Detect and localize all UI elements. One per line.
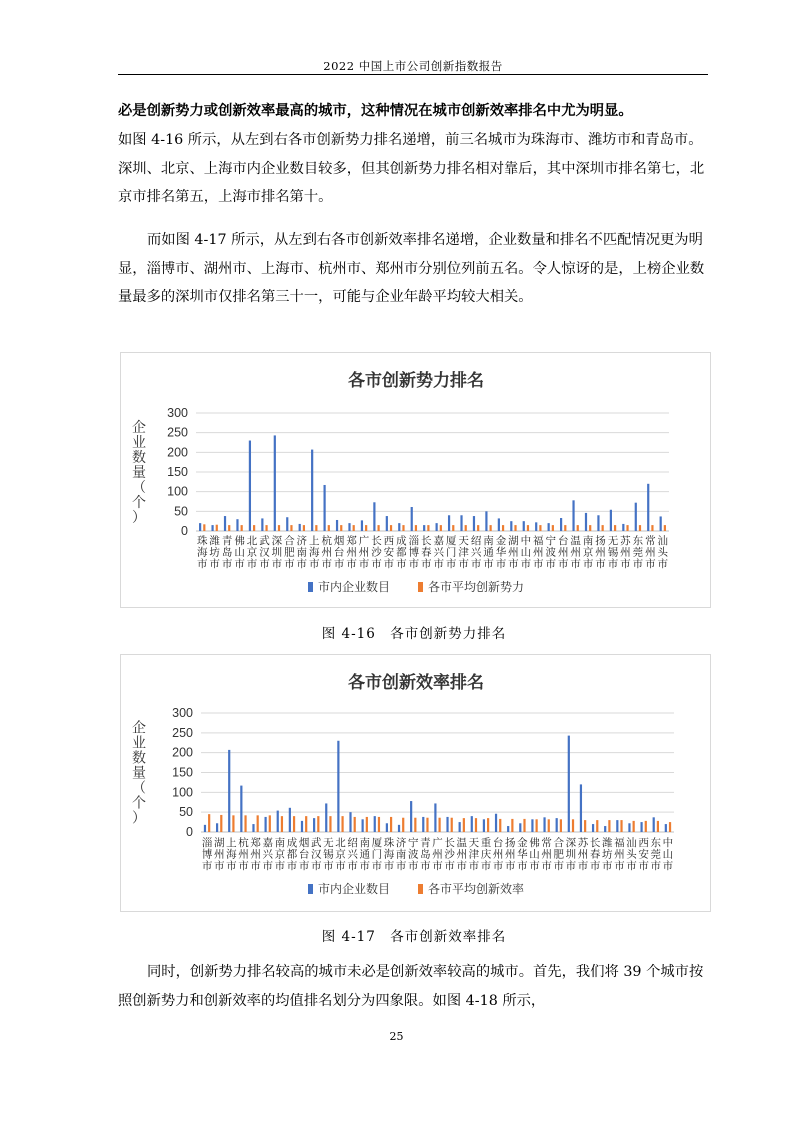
legend-swatch-company-count [308,884,313,894]
bar-company-count [311,450,313,531]
category-label: 合肥市 [284,535,295,570]
bar-company-count [398,825,400,832]
bar-city-average [340,525,342,531]
page-number: 25 [389,1030,404,1043]
legend-swatch-city-average [418,884,423,894]
category-label: 南京市 [582,535,594,570]
category-label: 温州市 [570,535,581,570]
bar-company-count [560,518,562,531]
bar-city-average [203,524,205,531]
category-label: 西安市 [383,535,395,570]
category-label: 常州市 [645,535,656,570]
category-label: 济南市 [296,535,308,570]
bar-city-average [608,820,610,832]
bar-company-count [543,817,545,832]
bar-company-count [653,817,655,832]
legend-label-company-count: 市内企业数目 [318,882,391,896]
bar-company-count [299,524,301,531]
bar-company-count [628,823,630,832]
bar-city-average [577,525,579,531]
category-label: 金华市 [495,535,507,570]
bar-city-average [415,525,417,531]
chart-innovation-power [120,352,711,608]
y-axis-label: 企业数量（个） [132,420,146,526]
category-label: 宁波市 [407,837,419,872]
category-label: 深圳市 [271,535,283,570]
paragraph-1: 必是创新势力或创新效率最高的城市，这种情况在城市创新效率排名中尤为明显。 [118,103,633,119]
category-label: 嘉兴市 [433,535,444,570]
category-label: 南京市 [274,837,286,872]
bar-city-average [390,817,392,832]
category-label: 杭州市 [321,535,332,570]
bar-company-count [261,518,263,531]
bar-city-average [536,819,538,832]
y-tick-label: 300 [172,706,193,720]
category-label: 天津市 [468,837,480,872]
bar-city-average [378,817,380,832]
bar-company-count [572,500,574,531]
figure-caption-4-16: 图 4-16 各市创新势力排名 [321,626,507,642]
category-label: 中山市 [662,837,674,872]
category-label: 湖州市 [213,837,225,872]
category-label: 常州市 [541,837,552,872]
category-label: 汕头市 [657,535,669,570]
bar-company-count [665,824,667,832]
legend-label-company-count: 市内企业数目 [318,580,391,594]
category-label: 广州市 [358,535,370,570]
category-label: 潍坊市 [602,837,613,872]
bar-company-count [374,816,376,832]
bar-company-count [622,524,624,531]
chart-title: 各市创新势力排名 [348,371,484,391]
bar-city-average [633,821,635,832]
category-label: 中山市 [520,535,532,570]
category-label: 青岛市 [221,535,233,570]
category-label: 济南市 [395,837,407,872]
bar-company-count [434,803,436,832]
y-tick-label: 100 [167,484,188,499]
paragraph-4: 同时，创新势力排名较高的城市未必是创新效率较高的城市。首先，我们将 39 个城市按照创新势力和创新效率的均值排名划分为四象限。如图 4-18 所示， [118,964,704,1009]
bar-city-average [354,817,356,832]
chart-title: 各市创新效率排名 [348,673,484,693]
category-label: 绍兴市 [470,535,482,570]
bar-company-count [556,818,558,832]
bar-company-count [448,515,450,531]
bar-city-average [490,525,492,531]
category-label: 郑州市 [346,535,357,570]
category-label: 长春市 [421,535,432,570]
category-label: 台州市 [492,837,504,872]
bar-city-average [589,525,591,531]
bar-company-count [473,516,475,531]
bar-city-average [208,814,210,832]
category-label: 上海市 [226,837,237,872]
bar-company-count [313,818,315,832]
bar-city-average [514,525,516,531]
bar-city-average [499,819,501,832]
y-tick-label: 0 [181,524,188,538]
category-label: 长沙市 [371,535,382,570]
bar-company-count [336,520,338,531]
bar-company-count [640,822,642,832]
y-tick-label: 250 [172,725,193,740]
bar-company-count [228,750,230,832]
category-label: 台州市 [557,535,569,570]
category-label: 北京市 [246,535,258,570]
category-label: 烟台市 [298,837,310,872]
category-label: 福州市 [533,535,544,570]
bar-company-count [373,502,375,531]
bar-city-average [452,525,454,531]
y-tick-label: 200 [172,745,193,760]
bar-company-count [386,516,388,531]
bar-company-count [349,812,351,832]
bar-company-count [660,516,662,531]
y-tick-label: 250 [167,425,188,440]
bar-city-average [377,525,379,531]
category-label: 成都市 [286,837,298,872]
bar-city-average [216,525,218,531]
category-label: 郑州市 [250,837,261,872]
bar-company-count [568,736,570,832]
chart-innovation-efficiency [120,654,711,912]
bar-city-average [253,525,255,531]
bar-city-average [414,818,416,832]
category-label: 重庆市 [480,837,492,872]
bar-city-average [523,819,525,832]
category-label: 烟台市 [333,535,345,570]
bar-city-average [664,525,666,531]
category-label: 苏州市 [577,837,589,872]
bar-company-count [301,821,303,832]
bar-city-average [477,525,479,531]
bar-city-average [328,525,330,531]
bar-city-average [620,820,622,832]
bar-company-count [580,784,582,832]
category-label: 福州市 [614,837,625,872]
bar-company-count [592,824,594,832]
category-label: 厦门市 [445,535,457,570]
category-label: 扬州市 [595,535,606,570]
bar-city-average [317,816,319,832]
bar-city-average [527,525,529,531]
bar-city-average [390,525,392,531]
category-label: 成都市 [396,535,407,570]
category-label: 金华市 [517,837,528,872]
bar-city-average [402,525,404,531]
bar-city-average [539,525,541,531]
category-label: 长沙市 [444,837,455,872]
chart-innovation-power-svg [121,353,710,607]
category-label: 扬州市 [505,837,516,872]
bar-company-count [423,525,425,531]
category-label: 嘉兴市 [262,837,273,872]
bar-company-count [523,521,525,531]
bar-company-count [386,823,388,832]
category-label: 上海市 [309,535,320,570]
category-label: 汕头市 [626,837,637,872]
bar-company-count [411,507,413,531]
category-label: 天津市 [458,535,469,570]
bar-city-average [329,816,331,832]
bar-city-average [548,819,550,832]
bar-company-count [204,825,206,832]
bar-city-average [241,525,243,531]
bar-city-average [440,525,442,531]
bar-city-average [427,525,429,531]
bar-company-count [286,517,288,531]
bar-city-average [232,815,234,832]
y-tick-label: 50 [174,504,188,519]
y-tick-label: 100 [172,785,193,800]
bar-company-count [597,515,599,531]
bar-company-count [240,786,242,832]
header-rule [118,74,708,75]
paragraph-2: 如图 4-16 所示，从左到右各市创新势力排名递增，前三名城市为珠海市、潍坊市和青岛市。深圳、北京、上海市内企业数目较多，但其创新势力排名相对靠后，其中深圳市排名第七，北京市排名第五，上海市排名第十。 [118,132,705,205]
y-tick-label: 150 [172,765,193,780]
category-label: 武汉市 [310,837,322,872]
bar-city-average [426,818,428,832]
bar-company-count [548,523,550,531]
bar-company-count [236,519,238,531]
bar-company-count [249,441,251,531]
bar-city-average [305,816,307,832]
bar-company-count [616,820,618,832]
bar-city-average [402,818,404,832]
bar-city-average [626,525,628,531]
bar-city-average [265,525,267,531]
bar-city-average [669,822,671,832]
category-label: 绍兴市 [347,837,358,872]
bar-company-count [446,817,448,832]
bar-company-count [498,518,500,531]
bar-company-count [531,819,533,832]
bar-company-count [519,823,521,832]
category-label: 苏州市 [620,535,631,570]
bar-city-average [596,820,598,832]
bar-company-count [274,435,276,531]
y-axis-label: 企业数量（个） [132,720,146,827]
bar-city-average [269,815,271,832]
legend-swatch-city-average [418,582,423,592]
bar-city-average [564,525,566,531]
category-label: 宁波市 [545,535,556,570]
bar-company-count [337,741,339,832]
bar-city-average [341,816,343,832]
bar-company-count [510,521,512,531]
bar-company-count [495,814,497,832]
bar-company-count [535,522,537,531]
bar-city-average [602,525,604,531]
bar-company-count [398,523,400,531]
bar-city-average [293,816,295,832]
bar-city-average [228,525,230,531]
bar-company-count [211,525,213,531]
category-label: 无锡市 [607,535,619,570]
bar-city-average [614,525,616,531]
bar-company-count [224,516,226,531]
bar-company-count [459,822,461,832]
bar-city-average [645,821,647,832]
bar-company-count [199,523,201,531]
category-label: 温州市 [456,837,468,872]
bar-company-count [323,485,325,531]
bar-company-count [471,816,473,832]
category-label: 长春市 [589,837,601,872]
bar-city-average [439,818,441,832]
bar-city-average [651,525,653,531]
bar-company-count [507,826,509,832]
category-label: 淄博市 [408,535,420,570]
bar-city-average [657,821,659,832]
bar-company-count [325,803,327,832]
bar-city-average [560,819,562,832]
bar-city-average [584,820,586,832]
bar-city-average [639,525,641,531]
category-label: 青岛市 [420,837,431,872]
bar-city-average [487,818,489,832]
category-label: 深圳市 [565,837,577,872]
bar-company-count [436,523,438,531]
chart-innovation-efficiency-svg [121,655,710,911]
bar-city-average [511,819,513,832]
y-tick-label: 0 [186,825,193,839]
category-label: 潍坊市 [209,535,220,570]
bar-company-count [422,817,424,832]
running-header: 2022 中国上市公司创新指数报告 [323,59,503,73]
bar-company-count [604,826,606,832]
category-label: 北京市 [335,837,346,872]
bar-city-average [475,818,477,832]
bar-company-count [361,520,363,531]
bar-company-count [265,817,267,832]
bar-city-average [244,815,246,832]
bar-city-average [220,815,222,832]
legend-label-city-average: 各市平均创新效率 [428,882,525,896]
bar-company-count [483,819,485,832]
bar-city-average [365,525,367,531]
category-label: 合肥市 [553,837,565,872]
y-tick-label: 300 [167,406,188,420]
category-label: 广州市 [432,837,443,872]
category-label: 珠海市 [383,837,395,872]
bar-city-average [366,817,368,832]
category-label: 东莞市 [650,837,662,872]
y-tick-label: 200 [167,445,188,460]
category-label: 西安市 [638,837,649,872]
category-label: 南通市 [359,837,370,872]
category-label: 厦门市 [371,837,383,872]
bar-city-average [463,818,465,832]
category-label: 珠海市 [196,535,208,570]
bar-company-count [252,824,254,832]
category-label: 佛山市 [234,535,245,570]
bar-city-average [281,816,283,832]
category-label: 无锡市 [323,837,334,872]
category-label: 南通市 [483,535,494,570]
bar-company-count [216,823,218,832]
legend-swatch-company-count [308,582,313,592]
bar-city-average [303,525,305,531]
category-label: 东莞市 [632,535,644,570]
category-label: 武汉市 [259,535,270,570]
category-label: 杭州市 [238,837,249,872]
figure-caption-4-17: 图 4-17 各市创新效率排名 [321,929,507,945]
bar-city-average [257,815,259,832]
bar-city-average [353,525,355,531]
bar-city-average [572,819,574,832]
category-label: 佛山市 [529,837,540,872]
y-tick-label: 50 [179,805,193,820]
bar-company-count [362,819,364,832]
bar-company-count [647,484,649,531]
category-label: 湖州市 [508,535,519,570]
bar-city-average [290,525,292,531]
bar-company-count [410,801,412,832]
bar-city-average [315,525,317,531]
bar-city-average [552,525,554,531]
bar-city-average [451,818,453,832]
bar-company-count [610,510,612,531]
category-label: 淄博市 [201,837,213,872]
bar-company-count [348,523,350,531]
paragraph-3: 而如图 4-17 所示，从左到右各市创新效率排名递增，企业数量和排名不匹配情况更为明显，淄博市、湖州市、上海市、杭州市、郑州市分别位列前五名。令人惊讶的是，上榜企业数量最多的深圳市仅排名第三十一，可能与企业年龄平均较大相关。 [118,232,705,305]
bar-city-average [465,525,467,531]
bar-company-count [460,515,462,531]
bar-city-average [278,525,280,531]
legend-label-city-average: 各市平均创新势力 [428,580,525,594]
y-tick-label: 150 [167,465,188,479]
bar-company-count [585,513,587,531]
bar-company-count [289,808,291,832]
bar-company-count [485,511,487,531]
bar-city-average [502,525,504,531]
bar-company-count [277,811,279,832]
bar-company-count [635,503,637,531]
